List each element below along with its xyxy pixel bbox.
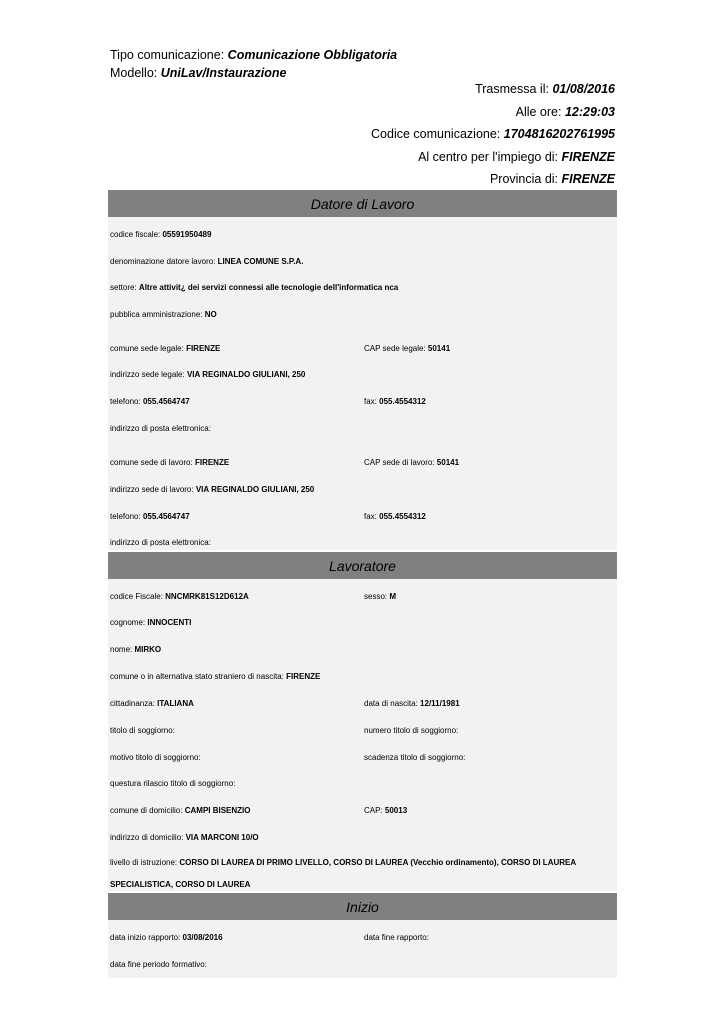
section-inizio-body: data inizio rapporto: 03/08/2016 data fine rapporto: data fine periodo formativo: <box>108 920 617 978</box>
alle-ore: Alle ore: 12:29:03 <box>515 104 615 119</box>
trasmessa: Trasmessa il: 01/08/2016 <box>475 82 615 96</box>
section-datore-body: codice fiscale: 05591950489 denominazione datore lavoro: LINEA COMUNE S.P.A. settore: Altre attivit¿ dei servizi connessi alle tecnologie dell'informatica nca pubblica amministrazione: NO comune sede legale: FIRENZE CAP sede legale: 50141 indirizzo sede legale: VIA REGINALDO GIULIANI, 250 telefono: 055.4564747 fax: 055.4554312 indirizzo di posta elettronica: comune sede di lavoro: FIRENZE CAP sede di lavoro: 50141 indirizzo sede di lavoro: VIA REGINALDO GIULIANI, 250 telefono: 055.4564747 fax: 055.4554312 indirizzo di posta elettronica: <box>108 217 617 550</box>
codice-comunicazione: Codice comunicazione: 1704816202761995 <box>371 127 615 141</box>
centro-impiego: Al centro per l'impiego di: FIRENZE <box>418 149 615 164</box>
field-data-nascita: data di nascita: 12/11/1981 <box>364 699 460 708</box>
field-sesso: sesso: M <box>364 592 397 601</box>
section-inizio-header: Inizio <box>108 893 617 920</box>
section-datore-header: Datore di Lavoro <box>108 190 617 217</box>
provincia: Provincia di: FIRENZE <box>489 172 615 186</box>
section-lavoratore-header: Lavoratore <box>108 552 617 579</box>
field-data-fine: data fine rapporto: <box>364 933 429 942</box>
field-scadenza-titolo: scadenza titolo di soggiorno: <box>364 753 466 762</box>
modello: Modello: UniLav/Instaurazione <box>110 66 287 80</box>
field-cap-domicilio: CAP: 50013 <box>364 806 408 815</box>
header-left <box>110 46 397 82</box>
field-cap-sede-legale: CAP sede legale: 50141 <box>364 344 451 353</box>
header-right <box>371 80 615 193</box>
field-cap-sede-lavoro: CAP sede di lavoro: 50141 <box>364 458 460 467</box>
field-numero-titolo: numero titolo di soggiorno: <box>364 726 459 735</box>
field-fax-legale: fax: 055.4554312 <box>364 397 426 406</box>
tipo-comunicazione: Tipo comunicazione: Comunicazione Obbligatoria <box>110 48 398 62</box>
field-fax-lavoro: fax: 055.4554312 <box>364 512 426 521</box>
section-lavoratore-body: codice Fiscale: NNCMRK81S12D612A sesso: M cognome: INNOCENTI nome: MIRKO comune o in alternativa stato straniero di nascita: FIRENZE cittadinanza: ITALIANA data di nascita: 12/11/1981 titolo di soggiorno: numero titolo di soggiorno: motivo titolo di soggiorno: scadenza titolo di soggiorno: questura rilascio titolo di soggiorno: comune di domicilio: CAMPI BISENZIO CAP: 50013 indirizzo di domicilio: VIA MARCONI 10/O livello di istruzione: CORSO DI LAUREA DI PRIMO LIVELLO, CORSO DI LAUREA (Vecchio ordinamento), CORSO DI LAUREA SPECIALISTICA, CORSO DI LAUREA <box>108 579 617 891</box>
